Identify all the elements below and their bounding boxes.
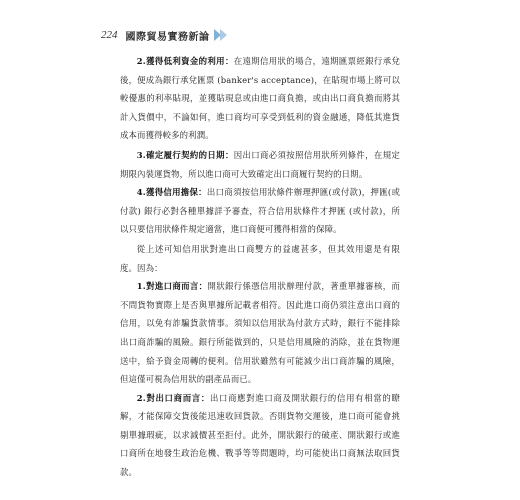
paragraph-text: 出口商應對進口商及開狀銀行的信用有相當的瞭解，才能保障交貨後能迅速收回貨款。否則貨物交運後，進口商可能會挑剔單據瑕疵，以求減價甚至拒付。此外，開狀銀行的破產、開狀銀行或進口商所在地發生政治危機、戰爭等等問題時，均可能使出口商無法取回貨款。 (120, 392, 400, 478)
item-heading: 2.獲得低利資金的利用： (136, 56, 234, 66)
paragraph-limitations-intro (120, 240, 400, 277)
body-text (120, 52, 400, 482)
item-heading: 2.對出口商而言： (136, 392, 210, 403)
paragraph-text: 因出口商必須按照信用狀所列條件，在規定期限內裝運貨物，所以進口商可大致確定出口商履行契約的日期。 (120, 149, 400, 179)
running-header (101, 25, 226, 45)
paragraph-importer-view (120, 277, 400, 389)
chevron-right-icon (214, 29, 226, 41)
item-heading: 4.獲得信用擔保： (136, 187, 207, 198)
paragraph-credit-guarantee (120, 183, 400, 239)
book-title: 國際貿易實務新論 (125, 31, 210, 43)
paragraph-text: 開狀銀行係憑信用狀辦理付款，著重單據審核，而不問貨物實際上是否與單據所記載者相符。因此進口商仍須注意出口商的信用，以免有詐騙貨款情事。須知以信用狀為付款方式時，銀行不能排除出口商詐騙的風險。銀行所能做到的，只是信用風險的消除，並在貨物運送中，給予資金周轉的便利。信用狀雖然有可能減少出口商詐騙的風險，但這僅可視為信用狀的副產品而已。 (120, 281, 400, 385)
paragraph-low-interest-funds (120, 52, 400, 145)
item-heading: 3.確定履行契約的日期： (136, 149, 234, 160)
paragraph-text: 從上述可知信用狀對進出口商雙方的益處甚多，但其效用還是有限度。因為： (120, 243, 400, 273)
paragraph-performance-date (120, 146, 400, 183)
paragraph-text: 在遠期信用狀的場合，遠期匯票經銀行承兌後，便成為銀行承兌匯票 (banker's acceptance)，在貼現市場上將可以較優惠的利率貼現，並獲貼現息或由進口商負擔，或由出口商負擔而將其計入貨價中，不論如何，進口商均可享受到低利的資金融通，降低其進貨成本而獲得較多的利潤。 (120, 56, 400, 141)
item-heading: 1.對進口商而言： (136, 281, 208, 292)
paragraph-exporter-view (120, 389, 400, 482)
paragraph-text: 出口商須按信用狀條件辦理押匯(或付款)，押匯(或付款) 銀行必對各種單據詳予審查，符合信用狀條件才押匯 (或付款)，所以只要信用狀條件規定適當，進口商便可獲得相當的保障。 (120, 187, 400, 235)
page-number: 224 (101, 29, 118, 41)
